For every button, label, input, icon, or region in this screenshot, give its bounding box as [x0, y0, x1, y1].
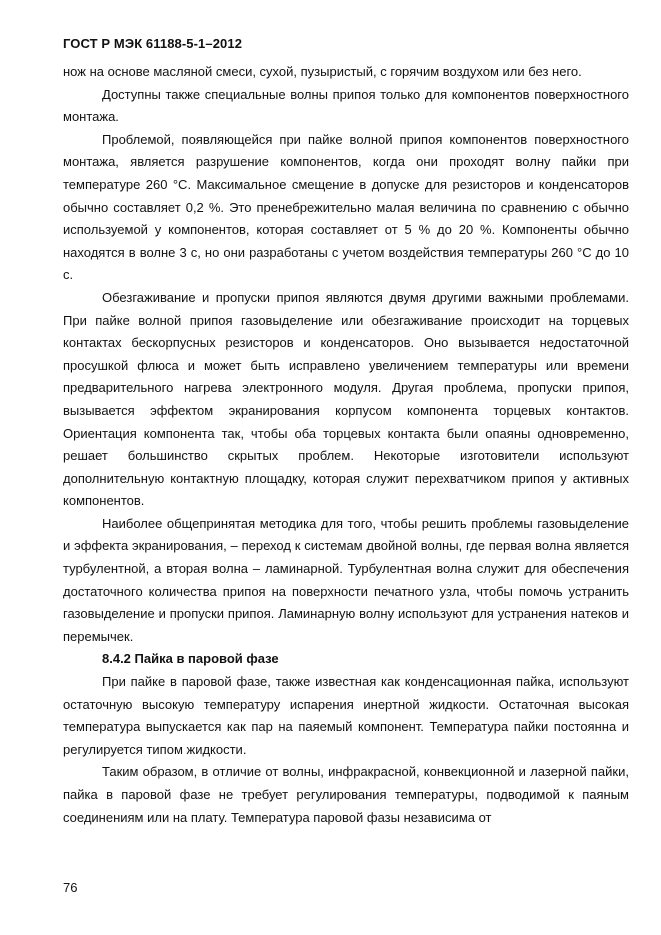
paragraph: Наиболее общепринятая методика для того, чтобы решить проблемы газовыделение и эффекта экранирования, – переход к системам двойной волны, где первая волна является турбулентной, а вторая волна – ламинарной. Турбулентная волна служит для обеспечения достаточного количества припоя на поверхности печатного узла, чтобы помочь устранить газовыделение и пропуски припоя. Ламинарную волну используют для устранения натеков и перемычек. [63, 515, 629, 644]
paragraph: Обезгаживание и пропуски припоя являются двумя другими важными проблемами. При пайке волной припоя газовыделение или обезгаживание происходит на торцевых контактах бескорпусных резисторов и конденсаторов. Оно вызывается недостаточной просушкой флюса и может быть исправлено увеличением температуры или времени предварительного нагрева электронного модуля. Другая проблема, пропуски припоя, вызывается эффектом экранирования корпусом компонента торцевых контактов. Ориентация компонента так, чтобы оба торцевых контакта были опаяны одновременно, решает большинство скрытых проблем. Некоторые изготовители используют дополнительную контактную площадку, которая служит перехватчиком припоя у активных компонентов. [63, 289, 629, 509]
paragraph: Доступны также специальные волны припоя только для компонентов поверхностного монтажа. [63, 86, 629, 125]
paragraph-continuation: нож на основе масляной смеси, сухой, пузыристый, с горячим воздухом или без него. [63, 64, 582, 79]
page-number: 76 [63, 880, 78, 895]
document-header: ГОСТ Р МЭК 61188-5-1–2012 [63, 36, 243, 51]
paragraph: Проблемой, появляющейся при пайке волной припоя компонентов поверхностного монтажа, является разрушение компонентов, когда они проходят волну пайки при температуре 260 °C. Максимальное смещение в допуске для резисторов и конденсаторов обычно составляет 0,2 %. Это пренебрежительно малая величина по сравнению с обычно используемой у компонентов, которая составляет от 5 % до 20 %. Компоненты обычно находятся в волне 3 с, но они разработаны с учетом воздействия температуры 260 °С до 10 с. [63, 131, 629, 283]
document-body [63, 61, 629, 829]
paragraph: Таким образом, в отличие от волны, инфракрасной, конвекционной и лазерной пайки, пайка в паровой фазе не требует регулирования температуры, подводимой к паяным соединениям или на плату. Температура паровой фазы независима от [63, 764, 629, 825]
section-heading: 8.4.2 Пайка в паровой фазе [102, 651, 279, 667]
paragraph: При пайке в паровой фазе, также известная как конденсационная пайка, используют остаточную высокую температуру испарения инертной жидкости. Остаточная высокая температура выпускается как пар на паяемый компонент. Температура пайки постоянна и регулируется типом жидкости. [63, 674, 629, 757]
